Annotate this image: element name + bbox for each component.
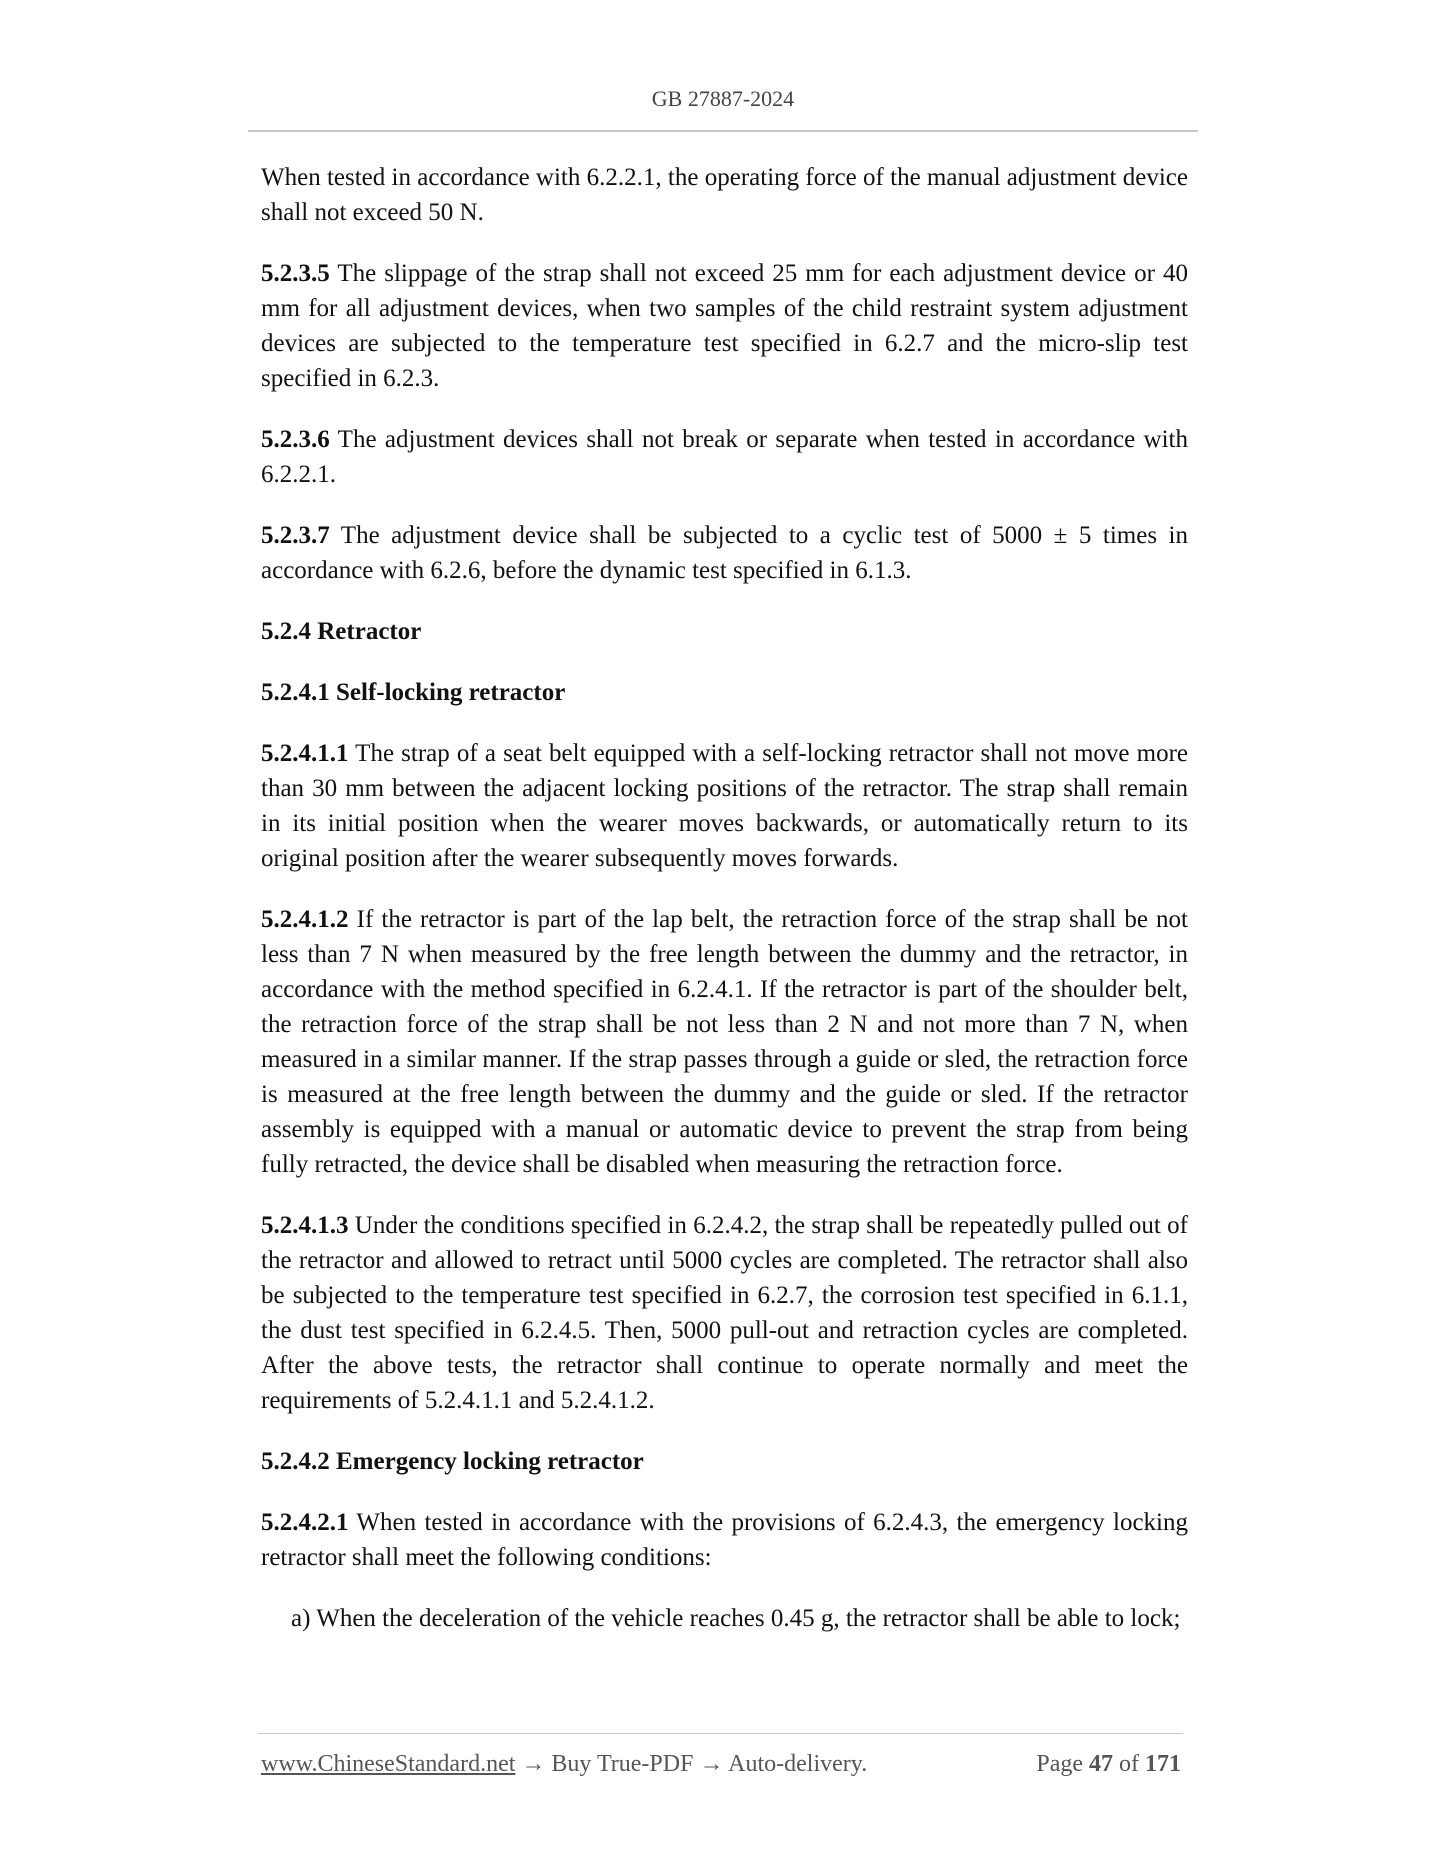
document-header: GB 27887-2024 bbox=[651, 86, 795, 111]
clause-5-2-4-1-1 bbox=[261, 736, 1188, 876]
clause-5-2-3-6 bbox=[261, 422, 1188, 492]
page-number bbox=[1036, 1751, 1181, 1778]
clause-number: 5.2.4.1.3 bbox=[261, 1212, 349, 1239]
clause-number: 5.2.3.7 bbox=[261, 522, 330, 549]
list-item-a: a) When the deceleration of the vehicle reaches 0.45 g, the retractor shall be able to lock; bbox=[291, 1605, 1181, 1632]
clause-number: 5.2.4.1.1 bbox=[261, 740, 349, 767]
clause-text: The strap of a seat belt equipped with a self-locking retractor shall not move more than 30 mm between the adjacent locking positions of the retractor. The strap shall remain in its initial position when the wearer moves backwards, or automatically return to its original position after the wearer subsequently moves forwards. bbox=[261, 740, 1188, 872]
website-link[interactable]: www.ChineseStandard.net bbox=[261, 1751, 516, 1777]
clause-number: 5.2.3.6 bbox=[261, 426, 330, 453]
paragraph bbox=[261, 160, 1188, 230]
section-heading-retractor: 5.2.4 Retractor bbox=[261, 618, 422, 645]
page-label: Page bbox=[1036, 1751, 1083, 1777]
clause-number: 5.2.4.1.2 bbox=[261, 906, 349, 933]
clause-5-2-3-7 bbox=[261, 518, 1188, 588]
section-heading-emergency-locking-retractor: 5.2.4.2 Emergency locking retractor bbox=[261, 1448, 644, 1475]
clause-text: The adjustment devices shall not break or separate when tested in accordance with 6.2.2.1. bbox=[261, 426, 1188, 488]
clause-text: If the retractor is part of the lap belt, the retraction force of the strap shall be not less than 7 N when measured by the free length between the dummy and the retractor, in accordance with the method specified in 6.2.4.1. If the retractor is part of the shoulder belt, the retraction force of the strap shall be not less than 2 N and not more than 7 N, when measured in a similar manner. If the strap passes through a guide or sled, the retraction force is measured at the free length between the dummy and the guide or sled. If the retractor assembly is equipped with a manual or automatic device to prevent the strap from being fully retracted, the device shall be disabled when measuring the retraction force. bbox=[261, 906, 1188, 1178]
current-page: 47 bbox=[1089, 1751, 1113, 1777]
clause-text: When tested in accordance with the provisions of 6.2.4.3, the emergency locking retractor shall meet the following conditions: bbox=[261, 1509, 1188, 1571]
clause-5-2-4-1-2 bbox=[261, 902, 1188, 1182]
clause-5-2-4-1-3 bbox=[261, 1208, 1188, 1418]
footer-divider bbox=[258, 1733, 1183, 1734]
clause-text: The slippage of the strap shall not exceed 25 mm for each adjustment device or 40 mm for all adjustment devices, when two samples of the child restraint system adjustment devices are subjected to the temperature test specified in 6.2.7 and the micro-slip test specified in 6.2.3. bbox=[261, 260, 1188, 392]
clause-5-2-3-5 bbox=[261, 256, 1188, 396]
header-divider bbox=[248, 130, 1198, 132]
clause-number: 5.2.4.2.1 bbox=[261, 1509, 349, 1536]
clause-number: 5.2.3.5 bbox=[261, 260, 330, 287]
clause-text: Under the conditions specified in 6.2.4.2, the strap shall be repeatedly pulled out of the retractor and allowed to retract until 5000 cycles are completed. The retractor shall also be subjected to the temperature test specified in 6.2.7, the corrosion test specified in 6.1.1, the dust test specified in 6.2.4.5. Then, 5000 pull-out and retraction cycles are completed. After the above tests, the retractor shall continue to operate normally and meet the requirements of 5.2.4.1.1 and 5.2.4.1.2. bbox=[261, 1212, 1188, 1414]
of-label: of bbox=[1119, 1751, 1139, 1777]
clause-text: The adjustment device shall be subjected to a cyclic test of 5000 ± 5 times in accordance with 6.2.6, before the dynamic test specified in 6.1.3. bbox=[261, 522, 1188, 584]
paragraph-text: When tested in accordance with 6.2.2.1, the operating force of the manual adjustment device shall not exceed 50 N. bbox=[261, 164, 1188, 226]
footer-promo bbox=[261, 1751, 867, 1778]
buy-true-pdf-text: Buy True-PDF bbox=[551, 1751, 694, 1777]
document-body bbox=[261, 160, 1188, 1636]
total-pages: 171 bbox=[1145, 1751, 1181, 1777]
arrow-icon: → bbox=[693, 1751, 729, 1777]
section-heading-self-locking-retractor: 5.2.4.1 Self-locking retractor bbox=[261, 679, 566, 706]
clause-5-2-4-2-1 bbox=[261, 1505, 1188, 1575]
arrow-icon: → bbox=[515, 1751, 552, 1777]
auto-delivery-text: Auto-delivery. bbox=[728, 1751, 868, 1777]
